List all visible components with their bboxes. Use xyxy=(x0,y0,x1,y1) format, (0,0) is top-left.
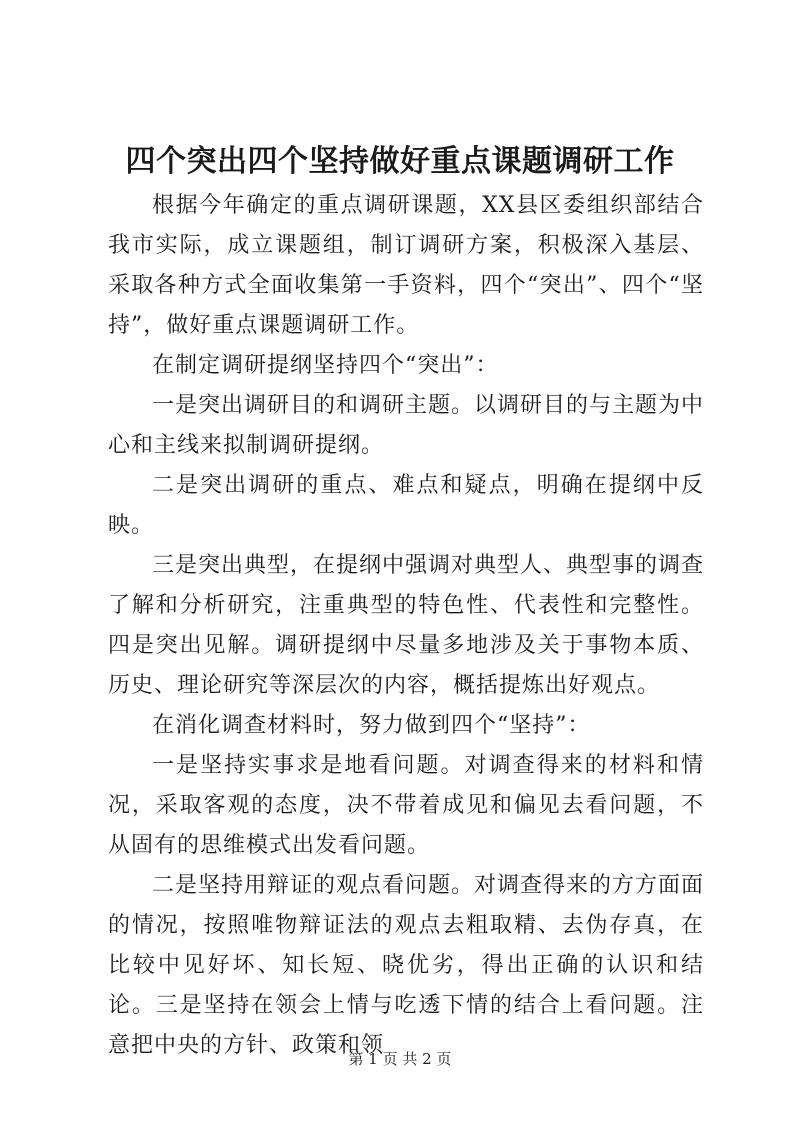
document-title: 四个突出四个坚持做好重点课题调研工作 xyxy=(125,144,675,179)
paragraph: 在制定调研提纲坚持四个“突出”： xyxy=(152,353,499,378)
paragraph: 根据今年确定的重点调研课题，XX县区委组织部结合我市实际，成立课题组，制订调研方案，积极深入基层、采取各种方式全面收集第一手资料，四个“突出”、四个“坚持”，做好重点课题调研工作。 xyxy=(108,193,704,338)
document-body xyxy=(108,186,704,1066)
page-footer: 第 1 页 共 2 页 xyxy=(348,1050,452,1068)
paragraph: 一是坚持实事求是地看问题。对调查得来的材料和情况，采取客观的态度，决不带着成见和偏见去看问题，不从固有的思维模式出发看问题。 xyxy=(108,753,704,858)
paragraph: 一是突出调研目的和调研主题。以调研目的与主题为中心和主线来拟制调研提纲。 xyxy=(108,393,705,458)
paragraph: 在消化调查材料时，努力做到四个“坚持”： xyxy=(152,713,591,738)
paragraph: 二是突出调研的重点、难点和疑点，明确在提纲中反映。 xyxy=(108,473,704,538)
paragraph: 三是突出典型，在提纲中强调对典型人、典型事的调查了解和分析研究，注重典型的特色性、代表性和完整性。四是突出见解。调研提纲中尽量多地涉及关于事物本质、历史、理论研究等深层次的内容，概括提炼出好观点。 xyxy=(108,553,705,698)
paragraph: 二是坚持用辩证的观点看问题。对调查得来的方方面面的情况，按照唯物辩证法的观点去粗取精、去伪存真，在比较中见好坏、知长短、晓优劣，得出正确的认识和结论。三是坚持在领会上情与吃透下情的结合上看问题。注意把中央的方针、政策和领 xyxy=(108,873,705,1058)
